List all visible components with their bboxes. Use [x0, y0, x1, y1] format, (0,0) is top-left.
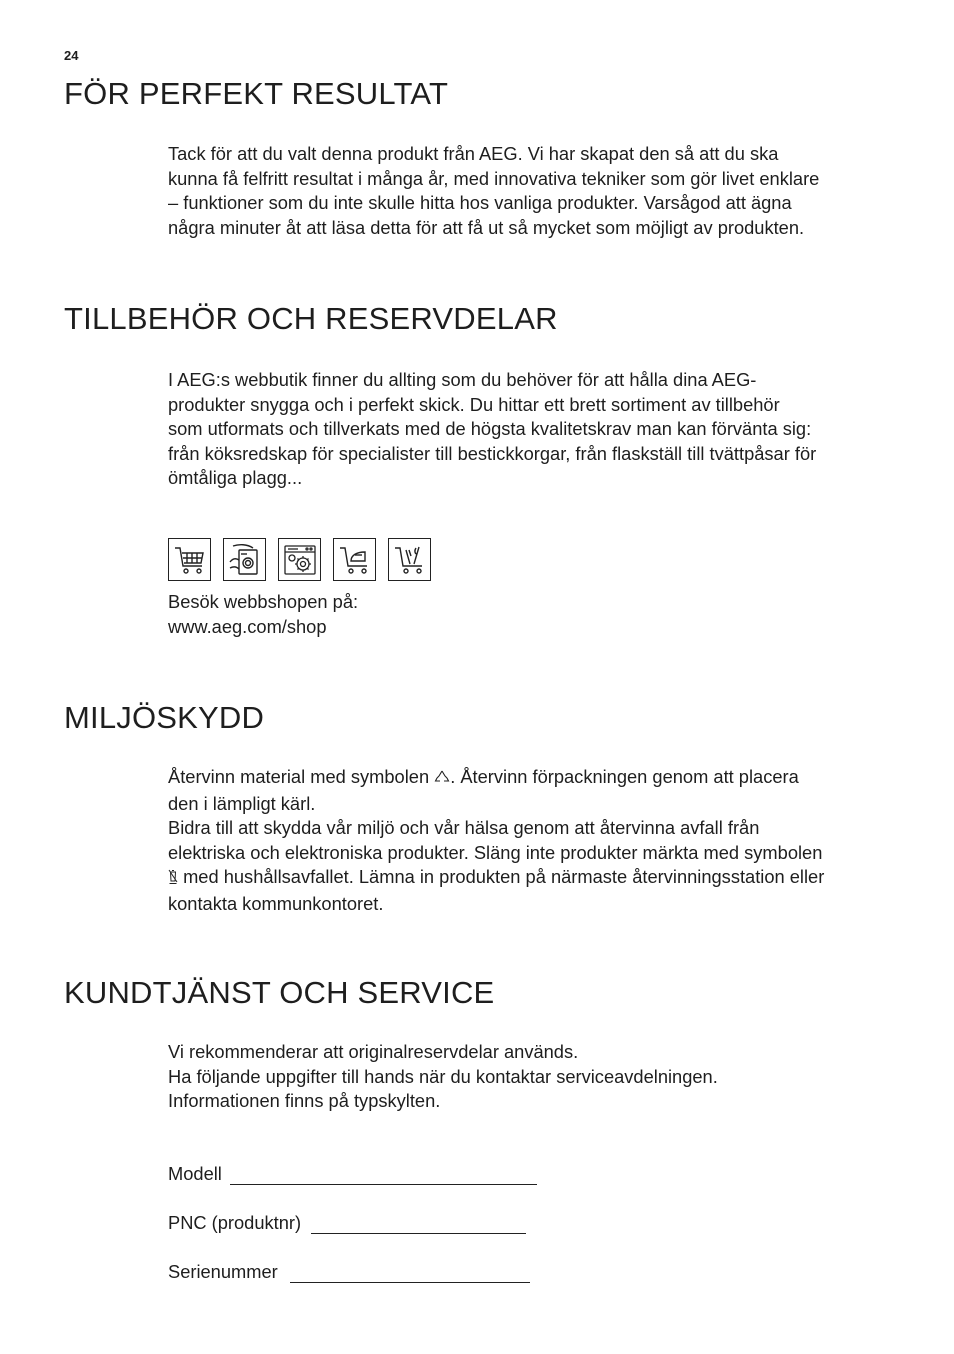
environment-text: Återvinn material med symbolen	[168, 766, 435, 787]
heading-accessories: TILLBEHÖR OCH RESERVDELAR	[64, 301, 558, 336]
washing-machine-hand-icon	[223, 538, 266, 581]
service-paragraph	[168, 1040, 910, 1114]
cart-utensils-icon	[388, 538, 431, 581]
accessories-line: som utformats och tillverkats med de högsta kvalitetskrav man kan förvänta sig:	[168, 418, 812, 440]
oven-gear-icon	[278, 538, 321, 581]
recycling-icon	[434, 767, 450, 792]
pnc-blank-line	[311, 1215, 526, 1234]
environment-line	[168, 765, 910, 792]
environment-line: kontakta kommunkontoret.	[168, 892, 384, 914]
shop-url-link[interactable]: www.aeg.com/shop	[168, 615, 327, 637]
environment-text: med hushållsavfallet. Lämna in produkten på närmaste återvinningsstation eller	[178, 866, 825, 888]
serial-blank-line	[290, 1264, 530, 1283]
service-line: Vi rekommenderar att originalreservdelar används.	[168, 1041, 579, 1062]
model-field	[168, 1163, 537, 1185]
model-blank-line	[230, 1166, 537, 1185]
environment-line: elektriska och elektroniska produkter. Släng inte produkter märkta med symbolen	[168, 841, 823, 863]
environment-text: . Återvinn förpackningen genom att placera	[450, 766, 799, 787]
accessories-line: I AEG:s webbutik finner du allting som du behöver för att hålla dina AEG-	[168, 369, 757, 390]
service-line: Ha följande uppgifter till hands när du kontaktar serviceavdelningen.	[168, 1065, 718, 1087]
page-number: 24	[64, 48, 79, 63]
accessories-line: produkter snygga och i perfekt skick. Du hittar ett brett sortiment av tillbehör	[168, 393, 780, 415]
intro-line: några minuter åt att läsa detta för att få ut så mycket som möjligt av produkten.	[168, 216, 805, 238]
serial-field	[168, 1261, 530, 1283]
crossed-bin-icon	[168, 867, 178, 892]
shop-info	[168, 590, 910, 639]
environment-line: Bidra till att skydda vår miljö och vår hälsa genom att återvinna avfall från	[168, 817, 760, 839]
serial-label: Serienummer	[168, 1261, 278, 1282]
heading-perfect-result: FÖR PERFEKT RESULTAT	[64, 76, 449, 111]
shopping-cart-basket-icon	[168, 538, 211, 581]
environment-paragraph	[168, 765, 910, 917]
model-label: Modell	[168, 1163, 222, 1184]
service-line: Informationen finns på typskylten.	[168, 1090, 441, 1112]
intro-line: Tack för att du valt denna produkt från AEG. Vi har skapat den så att du ska	[168, 143, 779, 164]
shop-icons-row	[168, 538, 431, 581]
heading-service: KUNDTJÄNST OCH SERVICE	[64, 975, 495, 1010]
intro-line: – funktioner som du inte skulle hitta hos vanliga produkter. Varsågod att ägna	[168, 192, 792, 214]
intro-paragraph	[168, 142, 910, 240]
pnc-label: PNC (produktnr)	[168, 1212, 302, 1233]
shop-label: Besök webbshopen på:	[168, 591, 359, 612]
accessories-line: från köksredskap för specialister till bestickkorgar, från flaskställ till tvättpåsar för	[168, 442, 817, 464]
heading-environment: MILJÖSKYDD	[64, 700, 265, 735]
environment-line	[168, 865, 910, 892]
environment-line: den i lämpligt kärl.	[168, 792, 316, 814]
intro-line: kunna få felfritt resultat i många år, med innovativa tekniker som gör livet enklare	[168, 167, 820, 189]
pnc-field	[168, 1212, 526, 1234]
accessories-line: ömtåliga plagg...	[168, 467, 303, 489]
accessories-paragraph	[168, 368, 910, 491]
cart-iron-icon	[333, 538, 376, 581]
